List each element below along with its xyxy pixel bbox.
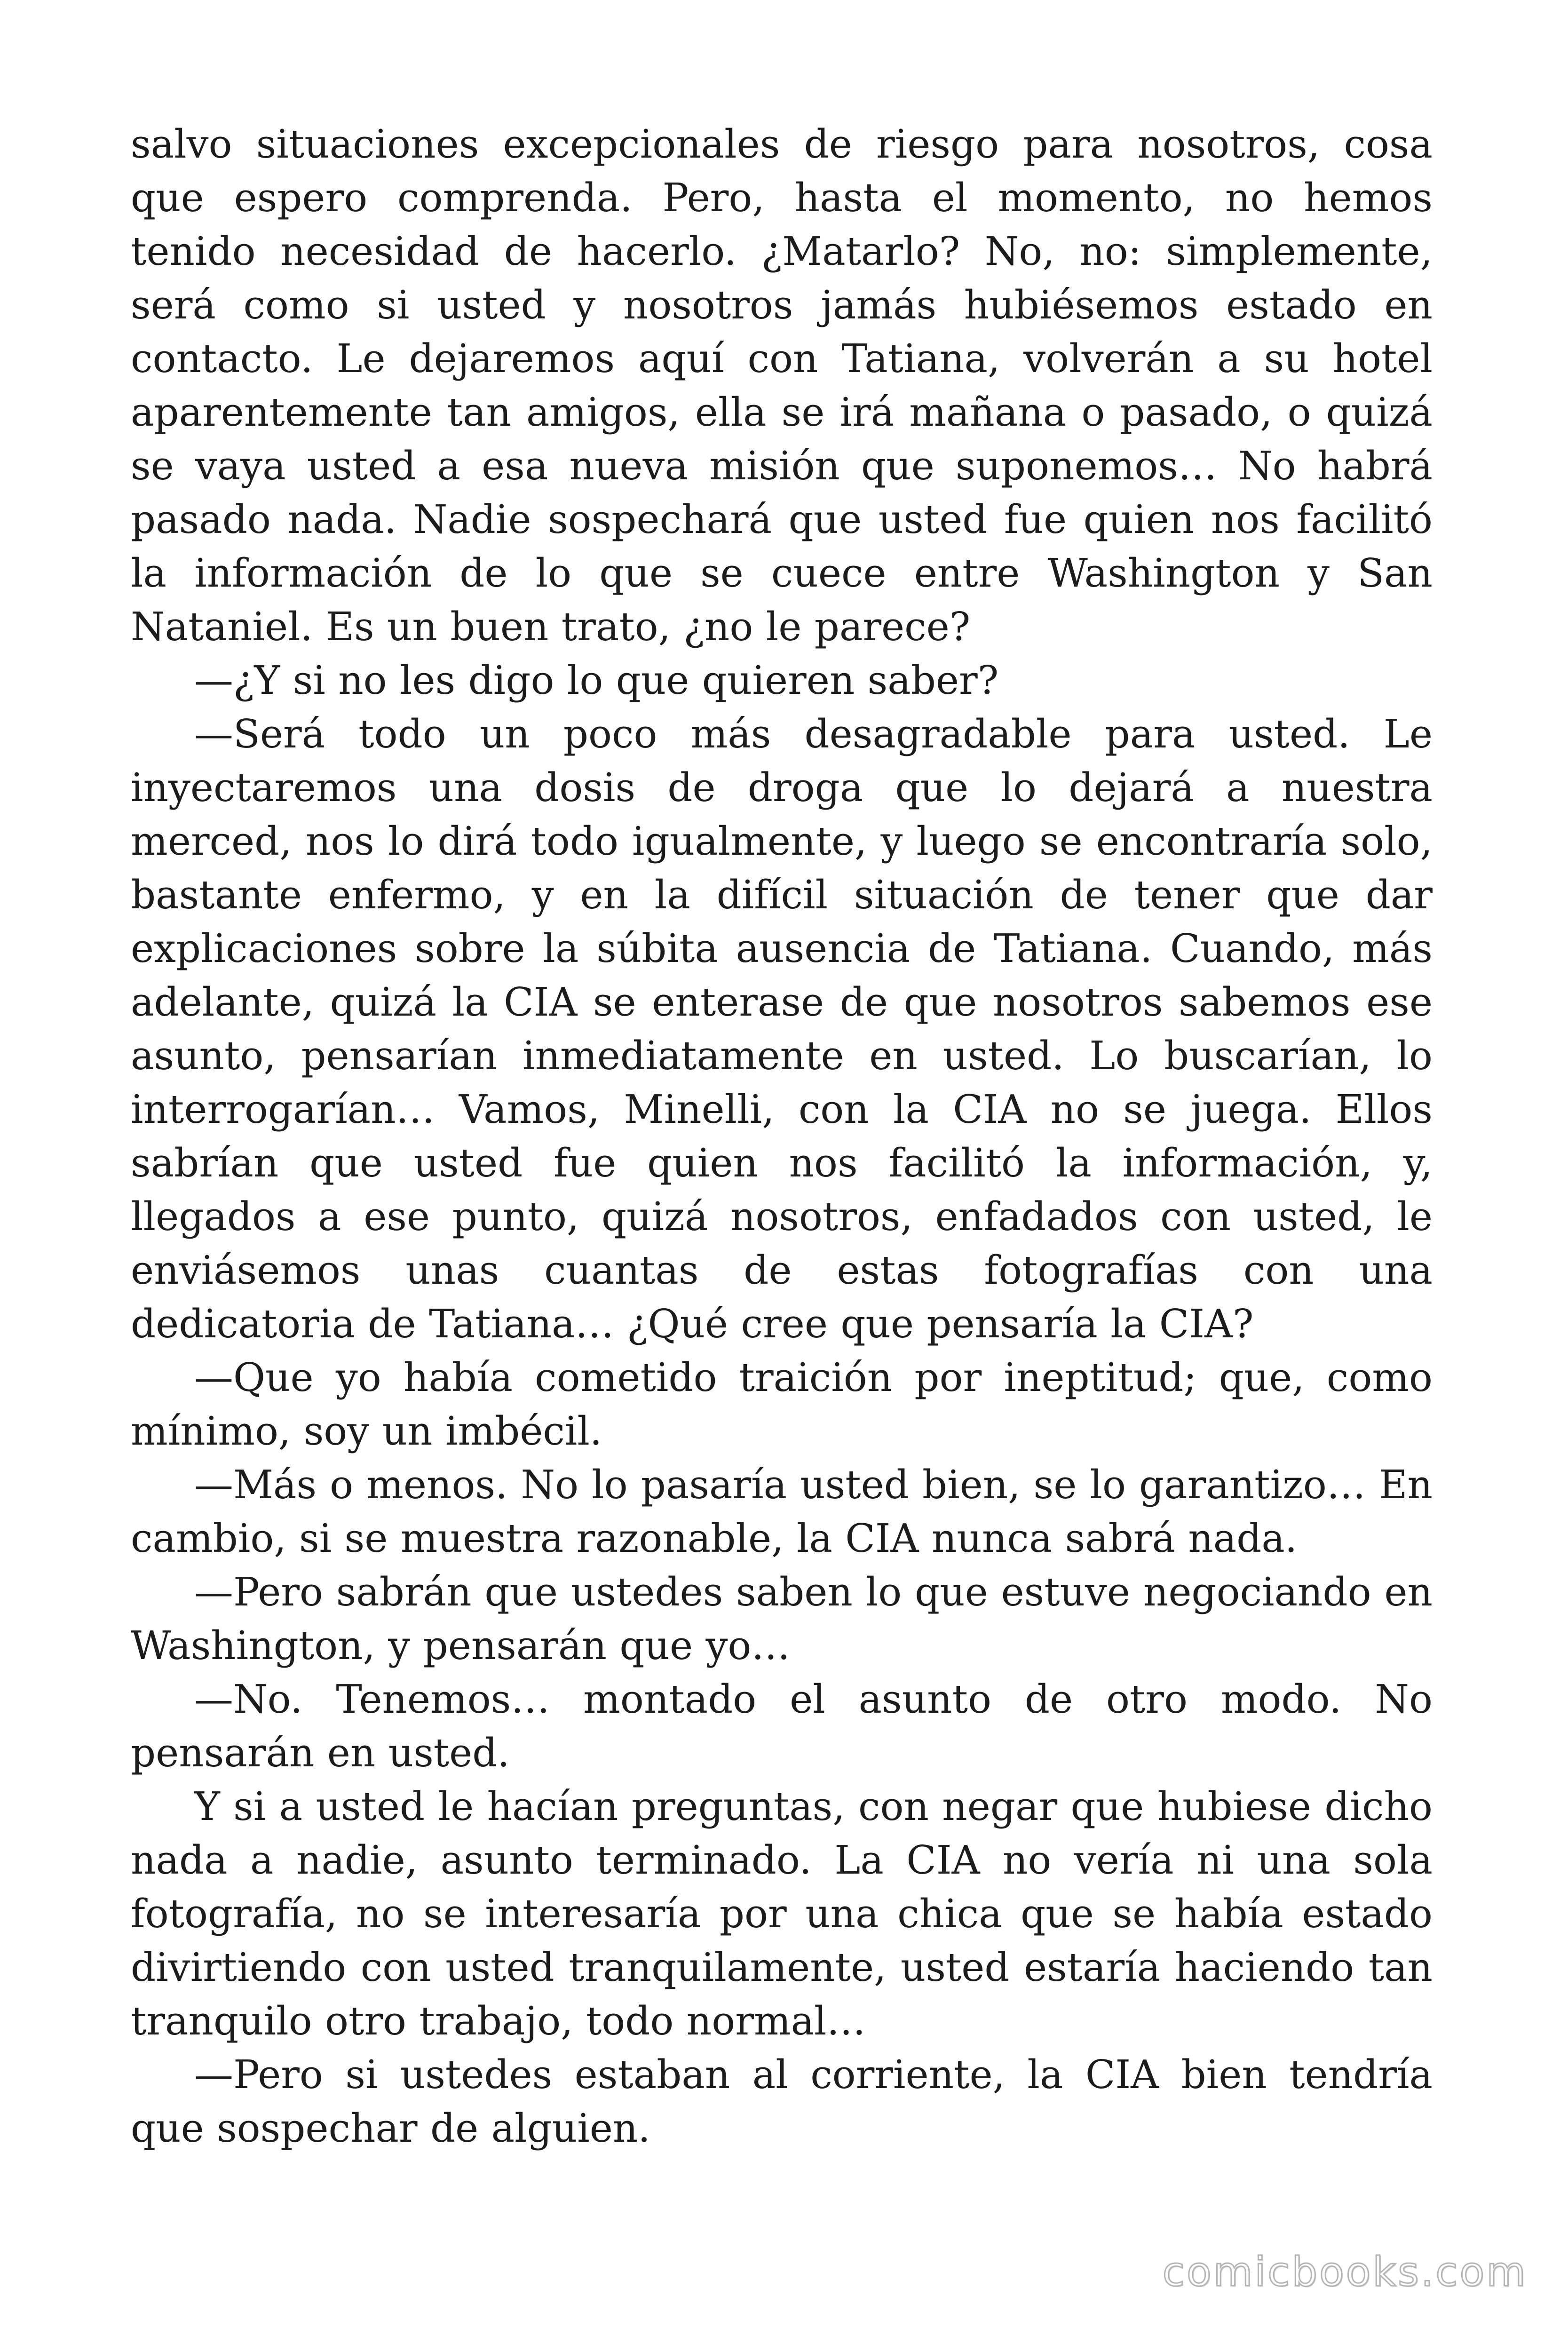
paragraph-5: —Más o menos. No lo pasaría usted bien, se lo garantizo… En cambio, si se muestra razonable, la CIA nunca sabrá nada. (131, 1462, 1433, 1561)
paragraph-4: —Que yo había cometido traición por ineptitud; que, como mínimo, soy un imbécil. (131, 1355, 1433, 1454)
paragraph-6: —Pero sabrán que ustedes saben lo que estuve negociando en Washington, y pensarán que yo… (131, 1569, 1433, 1669)
paragraph-8: Y si a usted le hacían preguntas, con negar que hubiese dicho nada a nadie, asunto terminado. La CIA no vería ni una sola fotografía, no se interesaría por una chica que se había estado divirtiendo con usted tranquilamente, usted estaría haciendo tan tranquilo otro trabajo, todo normal… (131, 1784, 1433, 2044)
paragraph-9: —Pero si ustedes estaban al corriente, la CIA bien tendría que sospechar de alguien. (131, 2052, 1433, 2151)
page-body (131, 118, 1433, 2155)
watermark: comicbooks.com (1162, 2249, 1528, 2296)
paragraph-1: salvo situaciones excepcionales de riesgo para nosotros, cosa que espero comprenda. Pero, hasta el momento, no hemos tenido necesidad de hacerlo. ¿Matarlo? No, no: simplemente, será como si usted y nosotros jamás hubiésemos estado en contacto. Le dejaremos aquí con Tatiana, volverán a su hotel aparentemente tan amigos, ella se irá mañana o pasado, o quizá se vaya usted a esa nueva misión que suponemos… No habrá pasado nada. Nadie sospechará que usted fue quien nos facilitó la información de lo que se cuece entre Washington y San Nataniel. Es un buen trato, ¿no le parece? (131, 121, 1433, 650)
paragraph-7: —No. Tenemos… montado el asunto de otro modo. No pensarán en usted. (131, 1677, 1433, 1776)
paragraph-3: —Será todo un poco más desagradable para usted. Le inyectaremos una dosis de droga que lo dejará a nuestra merced, nos lo dirá todo igualmente, y luego se encontraría solo, bastante enfermo, y en la difícil situación de tener que dar explicaciones sobre la súbita ausencia de Tatiana. Cuando, más adelante, quizá la CIA se enterase de que nosotros sabemos ese asunto, pensarían inmediatamente en usted. Lo buscarían, lo interrogarían… Vamos, Minelli, con la CIA no se juega. Ellos sabrían que usted fue quien nos facilitó la información, y, llegados a ese punto, quizá nosotros, enfadados con usted, le enviásemos unas cuantas de estas fotografías con una dedicatoria de Tatiana… ¿Qué cree que pensaría la CIA? (131, 711, 1433, 1347)
paragraph-2: —¿Y si no les digo lo que quieren saber? (194, 658, 999, 703)
